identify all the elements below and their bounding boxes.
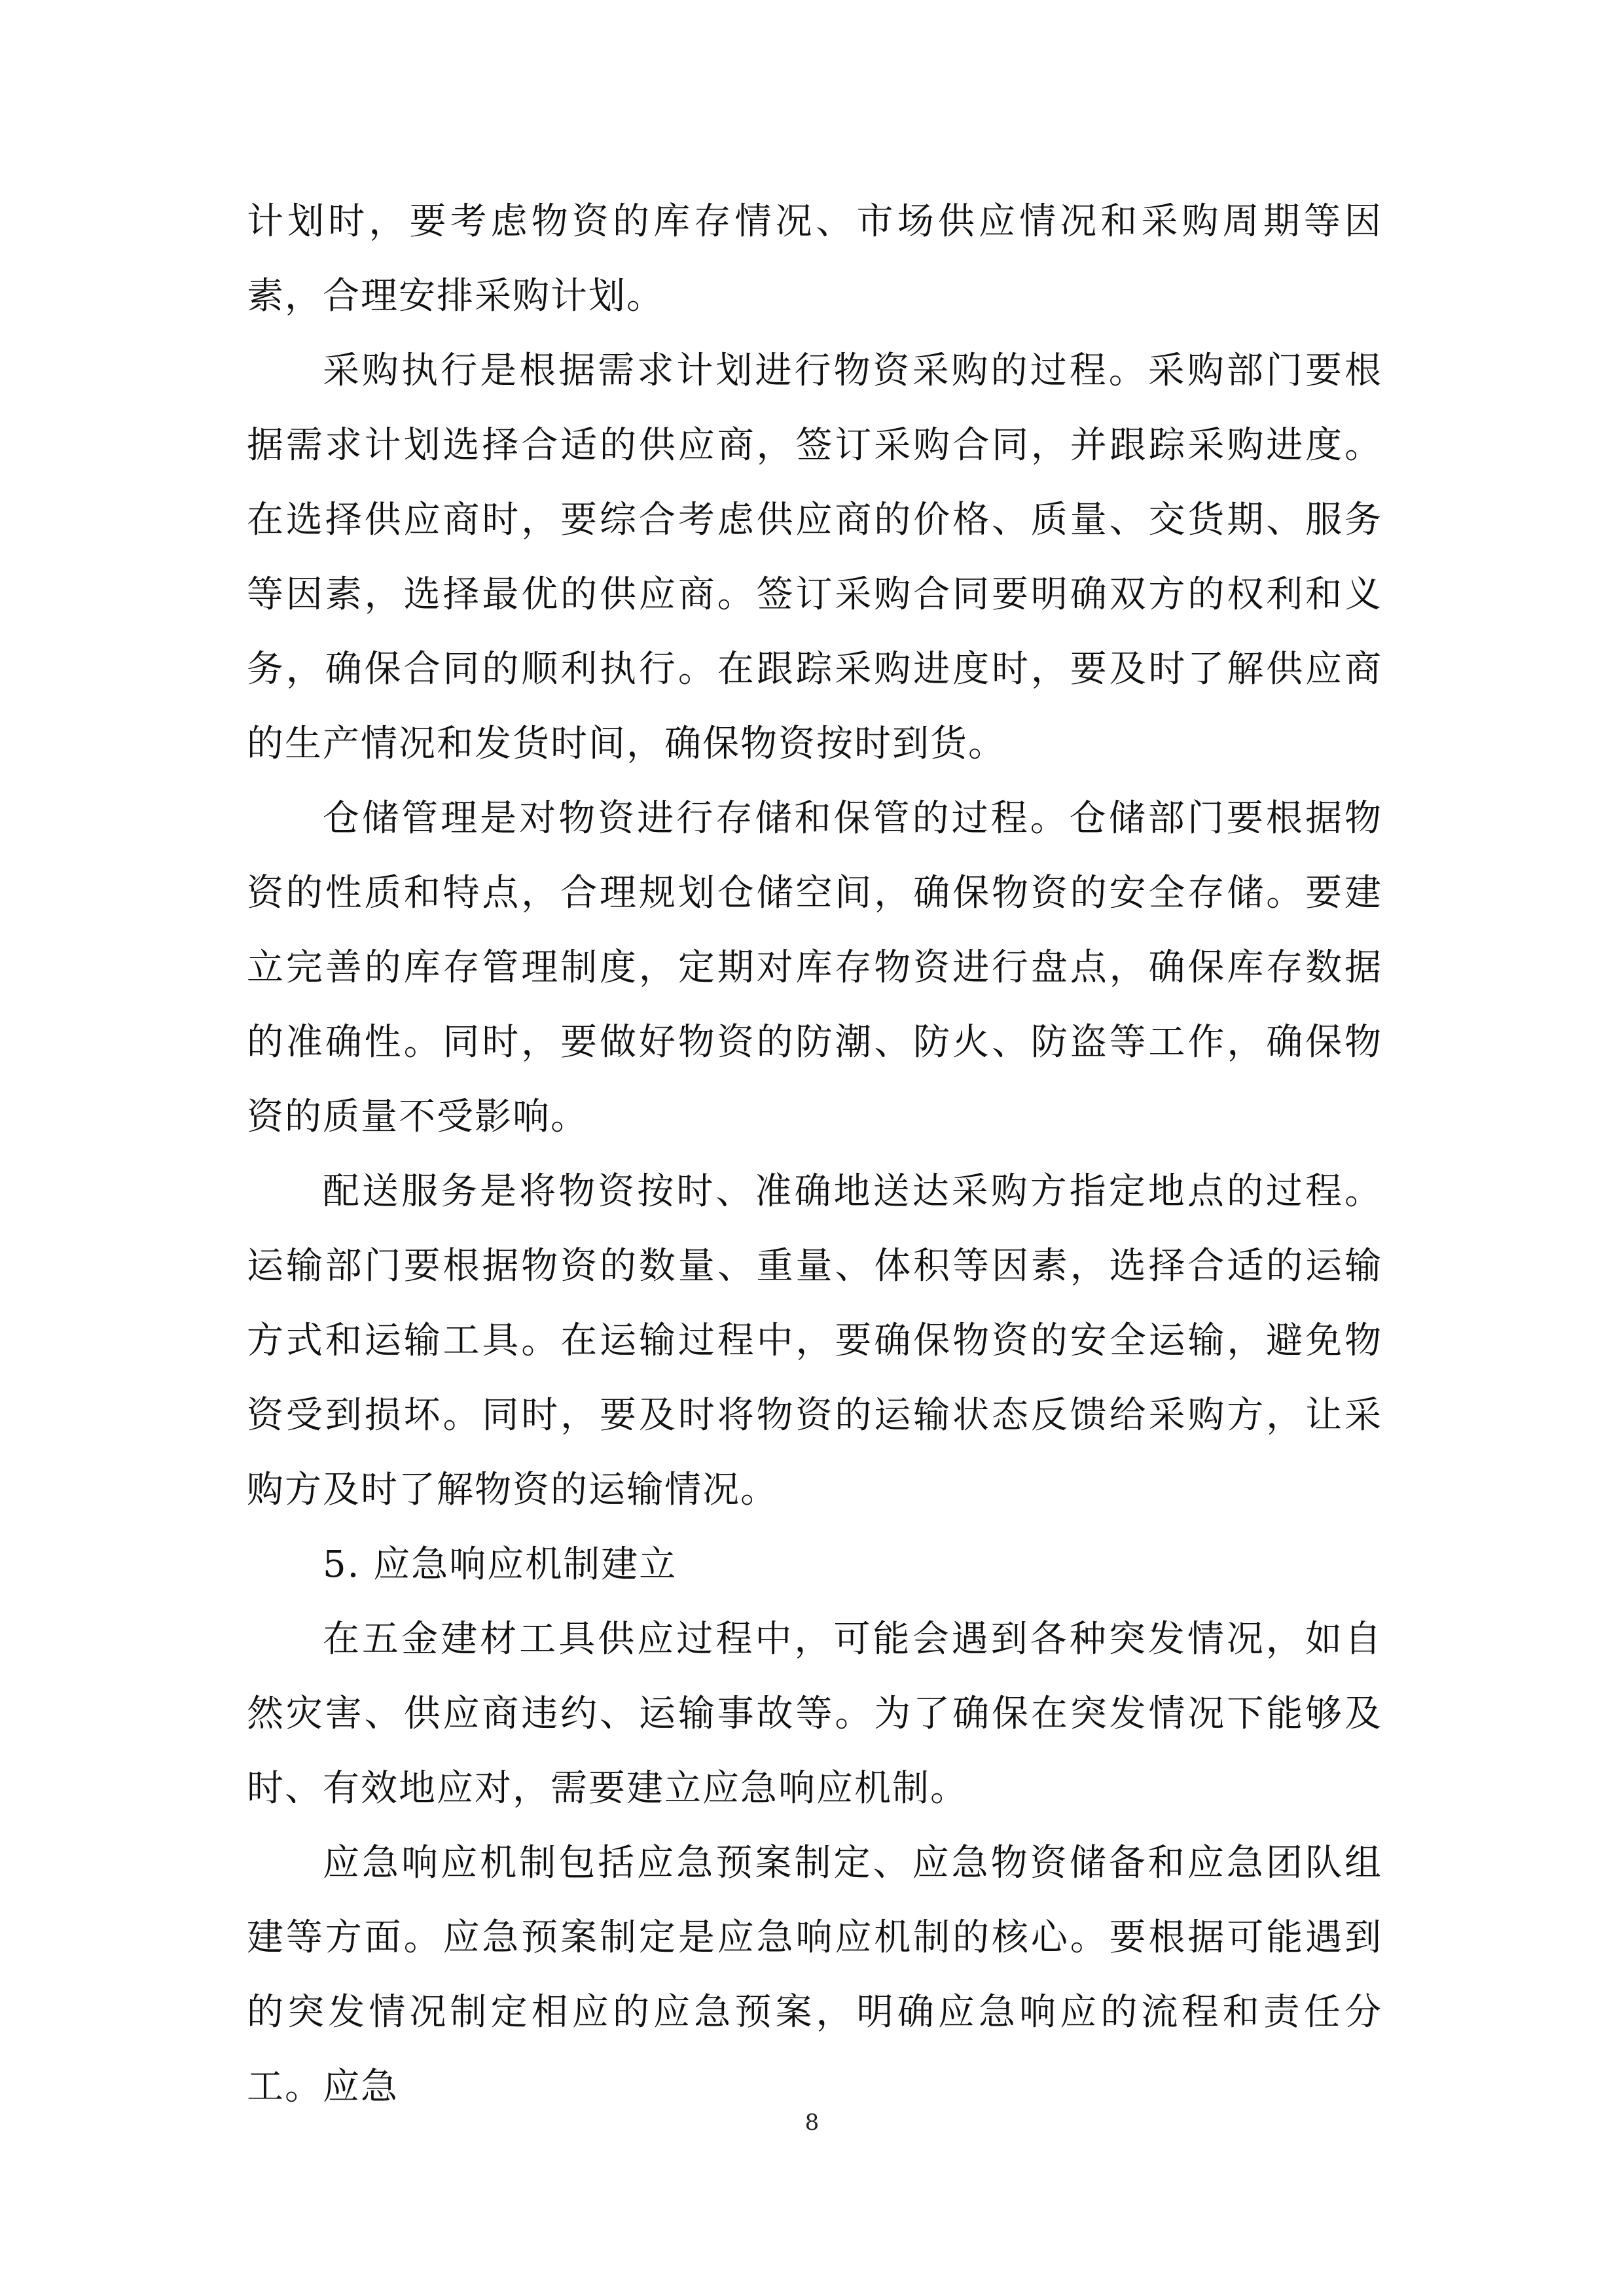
paragraph-continuation: 计划时，要考虑物资的库存情况、市场供应情况和采购周期等因素，合理安排采购计划。 <box>247 200 1382 317</box>
body-text <box>247 185 1382 2125</box>
paragraph-procurement-execution: 采购执行是根据需求计划进行物资采购的过程。采购部门要根据需求计划选择合适的供应商，签订采购合同，并跟踪采购进度。在选择供应商时，要综合考虑供应商的价格、质量、交货期、服务等因素，选择最优的供应商。签订采购合同要明确双方的权利和义务，确保合同的顺利执行。在跟踪采购进度时，要及时了解供应商的生产情况和发货时间，确保物资按时到货。 <box>247 350 1382 765</box>
paragraph-emergency-intro: 在五金建材工具供应过程中，可能会遇到各种突发情况，如自然灾害、供应商违约、运输事故等。为了确保在突发情况下能够及时、有效地应对，需要建立应急响应机制。 <box>247 1618 1382 1810</box>
page-number: 8 <box>804 2109 820 2136</box>
paragraph-delivery-service: 配送服务是将物资按时、准确地送达采购方指定地点的过程。运输部门要根据物资的数量、重量、体积等因素，选择合适的运输方式和运输工具。在运输过程中，要确保物资的安全运输，避免物资受到损坏。同时，要及时将物资的运输状态反馈给采购方，让采购方及时了解物资的运输情况。 <box>247 1170 1382 1511</box>
paragraph-warehouse-management: 仓储管理是对物资进行存储和保管的过程。仓储部门要根据物资的性质和特点，合理规划仓储空间，确保物资的安全存储。要建立完善的库存管理制度，定期对库存物资进行盘点，确保库存数据的准确性。同时，要做好物资的防潮、防火、防盗等工作，确保物资的质量不受影响。 <box>247 797 1382 1138</box>
section-heading-emergency-response: 5. 应急响应机制建立 <box>323 1543 677 1586</box>
paragraph-emergency-mechanism: 应急响应机制包括应急预案制定、应急物资储备和应急团队组建等方面。应急预案制定是应急响应机制的核心。要根据可能遇到的突发情况制定相应的应急预案，明确应急响应的流程和责任分工。应急 <box>247 1842 1382 2108</box>
